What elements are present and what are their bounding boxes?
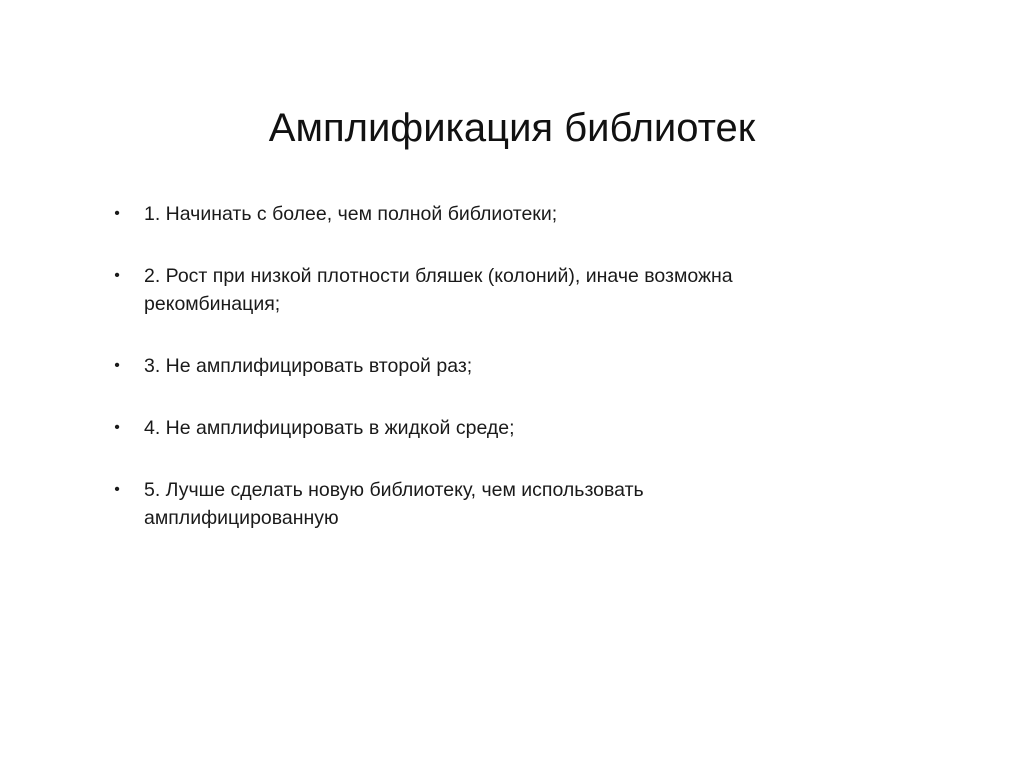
bullet-text: 2. Рост при низкой плотности бляшек (колоний), иначе возможна рекомбинация;	[144, 265, 733, 315]
bullet-text: 3. Не амплифицировать второй раз;	[144, 355, 473, 377]
bullet-item-1	[110, 200, 810, 228]
bullet-marker: •	[114, 205, 120, 222]
bullet-marker: •	[114, 357, 120, 374]
bullet-marker: •	[114, 267, 120, 284]
bullet-item-3	[110, 352, 810, 380]
slide-title: Амплификация библиотек	[268, 106, 756, 150]
bullet-text: 1. Начинать с более, чем полной библиотеки;	[144, 203, 558, 225]
bullet-item-4	[110, 414, 810, 442]
bullet-list	[110, 200, 810, 532]
bullet-marker: •	[114, 419, 120, 436]
bullet-text: 5. Лучше сделать новую библиотеку, чем использовать амплифицированную	[144, 479, 644, 529]
bullet-item-5	[110, 476, 810, 532]
bullet-item-2	[110, 262, 810, 318]
bullet-marker: •	[114, 481, 120, 498]
bullet-text: 4. Не амплифицировать в жидкой среде;	[144, 417, 515, 439]
